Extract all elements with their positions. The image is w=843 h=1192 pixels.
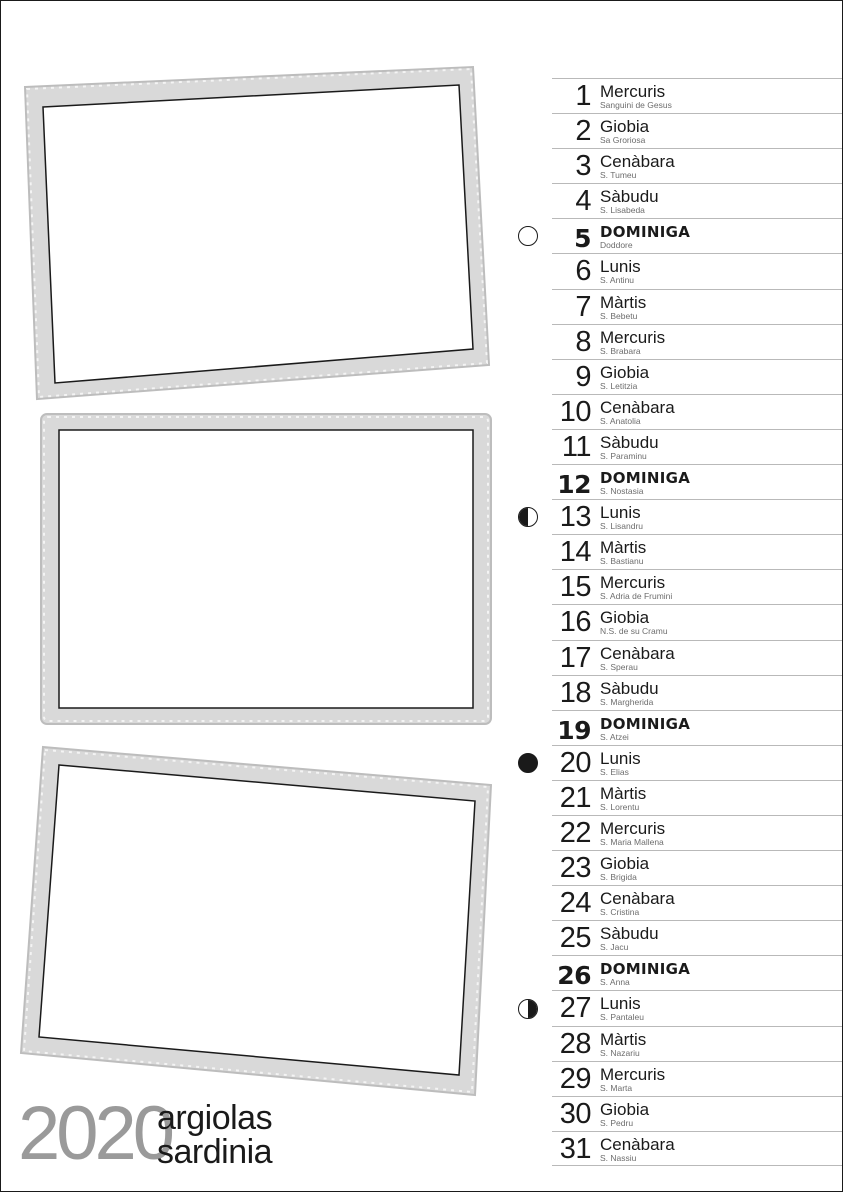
day-number: 29 (559, 1062, 591, 1095)
day-row (552, 815, 843, 850)
day-number: 25 (559, 922, 591, 955)
saint-name: S. Marta (600, 1082, 633, 1093)
day-number: 27 (559, 992, 591, 1025)
day-name: Màrtis (600, 783, 647, 803)
day-name: Mercuris (600, 82, 666, 101)
day-name: Mercuris (600, 818, 666, 838)
day-row (552, 955, 843, 990)
day-row (552, 710, 843, 745)
day-number: 10 (559, 395, 591, 428)
day-name: Màrtis (600, 538, 647, 558)
moon-last-icon (518, 507, 538, 527)
saint-name: S. Brigida (600, 872, 637, 883)
day-number: 18 (559, 676, 591, 709)
day-row (552, 253, 843, 288)
day-row (552, 569, 843, 604)
day-name: Màrtis (600, 1029, 647, 1049)
day-name: Cenàbara (600, 397, 675, 417)
saint-name: S. Lisandru (600, 521, 643, 532)
moon-first-icon (518, 999, 538, 1019)
day-number: 9 (575, 360, 591, 393)
saint-name: S. Antinu (600, 275, 635, 286)
day-name: Cenàbara (600, 643, 675, 663)
day-row (552, 1131, 843, 1166)
day-name: Mercuris (600, 1064, 666, 1084)
saint-name: S. Bastianu (600, 556, 644, 567)
day-number: 12 (557, 470, 591, 500)
saint-name: S. Sperau (600, 661, 638, 672)
saint-name: S. Letitzia (600, 380, 638, 391)
day-row (552, 394, 843, 429)
saint-name: S. Nassiu (600, 1152, 637, 1163)
brand-region: sardinia (157, 1133, 273, 1171)
day-name: Sàbudu (600, 432, 659, 452)
day-number: 22 (559, 816, 591, 849)
day-number: 17 (559, 641, 591, 674)
saint-name: S. Nazariu (600, 1047, 640, 1058)
day-name: DOMINIGA (600, 223, 691, 242)
day-number: 30 (559, 1097, 591, 1130)
day-name: DOMINIGA (600, 960, 691, 979)
saint-name: Sanguini de Gesus (600, 100, 672, 110)
day-row (552, 534, 843, 569)
day-number: 26 (557, 961, 591, 991)
day-name: Giobia (600, 117, 650, 137)
day-number: 4 (575, 185, 591, 218)
day-name: Cenàbara (600, 1134, 675, 1154)
day-row (552, 499, 843, 534)
saint-name: S. Bebetu (600, 310, 638, 321)
day-row (552, 1061, 843, 1096)
photo-frame-middle-border (39, 412, 493, 726)
photo-frame-top-border (21, 65, 491, 403)
day-number: 6 (575, 255, 591, 288)
day-name: Giobia (600, 608, 650, 628)
saint-name: S. Anna (600, 977, 630, 988)
day-name: Giobia (600, 854, 650, 874)
day-list (552, 78, 843, 1166)
moon-full-icon (518, 226, 538, 246)
moon-shadow (528, 1000, 537, 1018)
day-name: Sàbudu (600, 924, 659, 944)
day-row (552, 113, 843, 148)
day-number: 5 (574, 224, 591, 254)
day-row (552, 640, 843, 675)
day-row (552, 429, 843, 464)
day-row (552, 604, 843, 639)
day-row (552, 675, 843, 710)
saint-name: S. Anatolia (600, 415, 641, 426)
day-name: Mercuris (600, 327, 666, 347)
day-name: Giobia (600, 1099, 650, 1119)
day-number: 7 (575, 290, 591, 323)
day-number: 2 (575, 115, 591, 148)
saint-name: S. Lorentu (600, 801, 640, 812)
day-number: 15 (559, 571, 591, 604)
day-row (552, 780, 843, 815)
day-row (552, 148, 843, 183)
saint-name: S. Brabara (600, 345, 641, 356)
day-number: 23 (559, 852, 591, 885)
saint-name: N.S. de su Cramu (600, 626, 668, 637)
day-name: Cenàbara (600, 152, 675, 172)
day-name: Giobia (600, 362, 650, 382)
saint-name: Sa Groriosa (600, 135, 646, 146)
day-row (552, 1096, 843, 1131)
day-row (552, 745, 843, 780)
day-name: Màrtis (600, 292, 647, 312)
day-row (552, 885, 843, 920)
saint-name: S. Margherida (600, 696, 654, 707)
day-name: Lunis (600, 994, 641, 1014)
day-number: 13 (559, 501, 591, 534)
day-number: 28 (559, 1027, 591, 1060)
day-number: 19 (557, 715, 591, 745)
day-number: 8 (575, 325, 591, 358)
day-row (552, 78, 843, 113)
saint-name: S. Elias (600, 766, 629, 777)
day-name: Lunis (600, 257, 641, 277)
day-number: 3 (575, 150, 591, 183)
day-name: Lunis (600, 503, 641, 523)
day-number: 14 (559, 536, 591, 569)
saint-name: S. Atzei (600, 731, 629, 742)
day-row (552, 464, 843, 499)
saint-name: S. Cristina (600, 907, 640, 918)
day-row (552, 289, 843, 324)
saint-name: S. Jacu (600, 942, 629, 953)
saint-name: S. Tumeu (600, 170, 637, 181)
saint-name: S. Adria de Frumini (600, 591, 673, 602)
moon-new-icon (518, 753, 538, 773)
day-name: Mercuris (600, 573, 666, 593)
day-row (552, 1026, 843, 1061)
day-number: 11 (561, 430, 591, 463)
day-row (552, 218, 843, 253)
saint-name: S. Paraminu (600, 450, 647, 461)
saint-name: S. Maria Mallena (600, 836, 664, 847)
day-number: 31 (559, 1132, 591, 1165)
day-row (552, 183, 843, 218)
saint-name: S. Nostasia (600, 486, 644, 497)
day-number: 21 (559, 781, 591, 814)
photo-frame-bottom-border (19, 745, 495, 1097)
saint-name: S. Pedru (600, 1117, 634, 1128)
day-name: Sàbudu (600, 187, 659, 207)
saint-name: S. Pantaleu (600, 1012, 644, 1023)
day-name: DOMINIGA (600, 714, 691, 733)
day-number: 1 (575, 80, 591, 112)
day-name: Cenàbara (600, 889, 675, 909)
day-row (552, 324, 843, 359)
day-number: 16 (559, 606, 591, 639)
day-row (552, 990, 843, 1025)
day-number: 20 (559, 746, 591, 779)
day-row (552, 850, 843, 885)
day-row (552, 359, 843, 394)
saint-name: S. Lisabeda (600, 205, 645, 216)
day-number: 24 (559, 887, 591, 920)
day-row (552, 920, 843, 955)
day-name: Lunis (600, 748, 641, 768)
saint-name: Doddore (600, 240, 633, 251)
day-name: Sàbudu (600, 678, 659, 698)
brand-name: argiolas (157, 1099, 273, 1137)
moon-shadow (519, 508, 528, 526)
year-label: 2020 (18, 1091, 172, 1176)
day-name: DOMINIGA (600, 469, 691, 488)
